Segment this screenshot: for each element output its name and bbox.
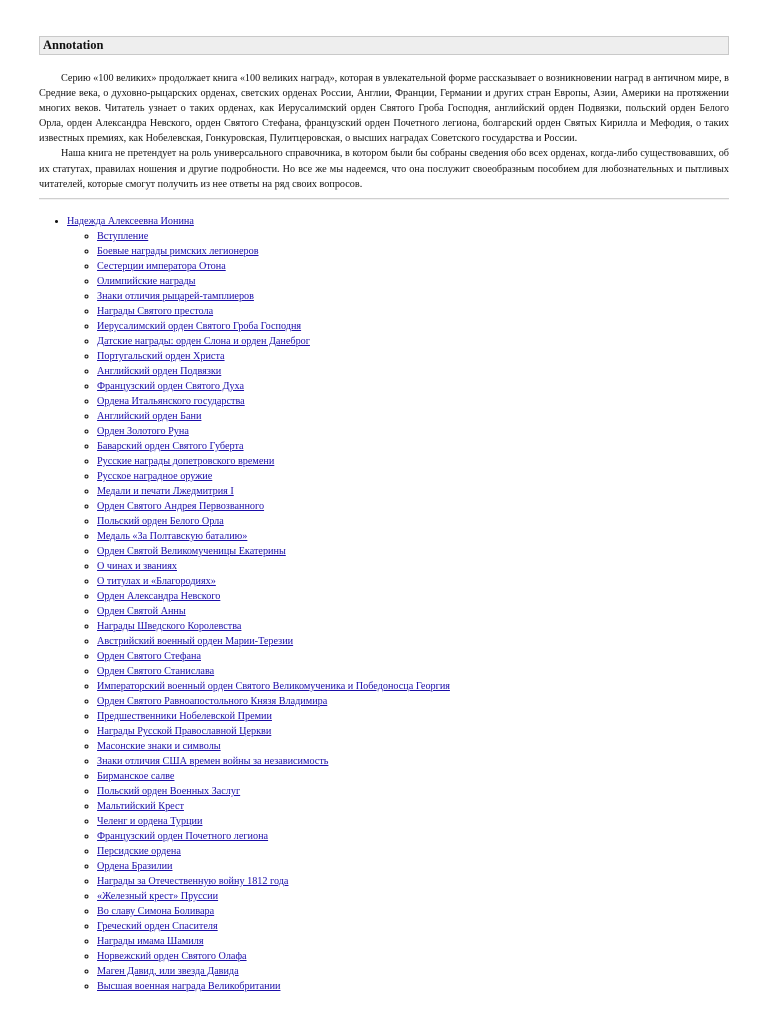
toc-chapter-link[interactable]: Во славу Симона Боливара [97,905,215,917]
toc-author-link[interactable]: Надежда Алексеевна Ионина [67,215,194,227]
toc-chapter-item [97,544,729,559]
toc-chapter-link[interactable]: Орден Святого Стефана [97,650,202,662]
divider [39,198,729,200]
toc-chapter-link[interactable]: Знаки отличия США времен войны за независимость [97,755,329,767]
toc-chapter-item [97,844,729,859]
toc-chapter-item [97,574,729,589]
toc-chapter-link[interactable]: Греческий орден Спасителя [97,920,218,932]
toc-chapter-link[interactable]: Медали и печати Лжедмитрия I [97,485,234,497]
toc-chapter-link[interactable]: Португальский орден Христа [97,350,225,362]
toc-chapter-link[interactable]: Масонские знаки и символы [97,740,221,752]
toc-chapter-item [97,484,729,499]
toc-chapter-link[interactable]: Мальтийский Крест [97,800,184,812]
toc-chapter-item [97,514,729,529]
toc-author-item [67,214,729,994]
toc-chapter-item [97,394,729,409]
toc-chapter-link[interactable]: Польский орден Белого Орла [97,515,224,527]
toc-chapter-item [97,874,729,889]
toc-chapter-item [97,379,729,394]
toc-chapter-link[interactable]: Награды Шведского Королевства [97,620,242,632]
toc-chapter-link[interactable]: Императорский военный орден Святого Великомученика и Победоносца Георгия [97,680,450,692]
toc-chapter-item [97,784,729,799]
table-of-contents [39,214,729,994]
annotation-title: Annotation [39,36,729,55]
toc-chapter-link[interactable]: Олимпийские награды [97,275,196,287]
toc-chapter-item [97,829,729,844]
toc-chapter-item [97,604,729,619]
toc-chapter-link[interactable]: Награды Русской Православной Церкви [97,725,272,737]
toc-chapter-link[interactable]: Ордена Итальянского государства [97,395,245,407]
toc-chapter-link[interactable]: Орден Золотого Руна [97,425,189,437]
toc-chapter-item [97,664,729,679]
toc-chapter-link[interactable]: О чинах и званиях [97,560,177,572]
toc-chapter-item [97,409,729,424]
toc-chapter-link[interactable]: Маген Давид, или звезда Давида [97,965,239,977]
toc-chapter-link[interactable]: Орден Святой Анны [97,605,186,617]
toc-chapter-item [97,904,729,919]
toc-chapter-link[interactable]: «Железный крест» Пруссии [97,890,219,902]
annotation-body [39,71,729,192]
toc-chapter-link[interactable]: Датские награды: орден Слона и орден Данеброг [97,335,310,347]
toc-chapter-item [97,919,729,934]
toc-chapter-link[interactable]: Боевые награды римских легионеров [97,245,259,257]
toc-chapter-link[interactable]: Орден Святого Андрея Первозванного [97,500,265,512]
annotation-paragraph: Наша книга не претендует на роль универсального справочника, в котором были бы собраны сведения обо всех орденах, когда-либо существовавших, об их статутах, правилах ношения и другие подробности. Но все же мы надеемся, что она послужит своеобразным пособием для любознательных и пытливых читателей, которые смогут получить из нее ответы на ряд своих вопросов. [39,148,729,190]
toc-chapter-item [97,619,729,634]
toc-chapter-link[interactable]: Русские награды допетровского времени [97,455,275,467]
toc-chapter-link[interactable]: Орден Александра Невского [97,590,221,602]
toc-chapter-item [97,859,729,874]
toc-chapter-item [97,289,729,304]
toc-chapter-item [97,364,729,379]
toc-chapter-link[interactable]: Награды за Отечественную войну 1812 года [97,875,289,887]
toc-chapter-item [97,559,729,574]
toc-chapter-item [97,469,729,484]
toc-chapter-link[interactable]: Награды Святого престола [97,305,214,317]
toc-chapter-item [97,694,729,709]
toc-chapter-link[interactable]: Английский орден Бани [97,410,202,422]
toc-chapter-link[interactable]: Польский орден Военных Заслуг [97,785,241,797]
toc-chapter-link[interactable]: Награды имама Шамиля [97,935,204,947]
toc-chapter-link[interactable]: Знаки отличия рыцарей-тамплиеров [97,290,254,302]
toc-chapter-link[interactable]: Французский орден Почетного легиона [97,830,269,842]
toc-chapter-link[interactable]: Русское наградное оружие [97,470,213,482]
toc-chapter-item [97,739,729,754]
toc-chapter-item [97,439,729,454]
toc-chapter-item [97,709,729,724]
toc-chapter-link[interactable]: О титулах и «Благородиях» [97,575,216,587]
toc-chapter-link[interactable]: Австрийский военный орден Марии-Терезии [97,635,294,647]
toc-chapter-link[interactable]: Орден Святого Станислава [97,665,215,677]
chapter-list [67,229,729,994]
toc-chapter-link[interactable]: Орден Святой Великомученицы Екатерины [97,545,286,557]
toc-chapter-item [97,349,729,364]
toc-chapter-item [97,529,729,544]
toc-chapter-link[interactable]: Персидские ордена [97,845,181,857]
toc-chapter-item [97,679,729,694]
toc-chapter-link[interactable]: Бирманское салве [97,770,175,782]
toc-chapter-link[interactable]: Английский орден Подвязки [97,365,222,377]
toc-chapter-link[interactable]: Высшая военная награда Великобритании [97,980,281,992]
toc-chapter-item [97,769,729,784]
toc-chapter-item [97,889,729,904]
toc-chapter-item [97,979,729,994]
document-page [39,36,729,994]
annotation-paragraph: Серию «100 великих» продолжает книга «100 великих наград», которая в увлекательной форме рассказывает о возникновении наград в античном мире, в Средние века, о духовно-рыцарских орденах, светских орденах России, Англии, Франции, Германии и других стран Европы, Азии, Америки на протяжении многих веков. Читатель узнает о таких орденах, как Иерусалимский орден Святого Гроба Господня, английский орден Подвязки, польский орден Белого Орла, орден Александра Невского, орден Святого Стефана, французский орден Почетного легиона, болгарский орден Святых Кирилла и Мефодия, о таких известных премиях, как Нобелевская, Гонкуровская, Пулитцеровская, о высших наградах Советского государства и России. [39,73,729,145]
toc-chapter-item [97,229,729,244]
toc-chapter-item [97,754,729,769]
toc-chapter-item [97,319,729,334]
toc-chapter-item [97,964,729,979]
toc-chapter-item [97,949,729,964]
toc-chapter-item [97,649,729,664]
toc-chapter-item [97,724,729,739]
toc-chapter-link[interactable]: Сестерции императора Отона [97,260,226,272]
toc-chapter-link[interactable]: Челенг и ордена Турции [97,815,203,827]
toc-chapter-link[interactable]: Орден Святого Равноапостольного Князя Владимира [97,695,328,707]
toc-chapter-item [97,334,729,349]
toc-chapter-item [97,259,729,274]
toc-chapter-item [97,814,729,829]
toc-chapter-link[interactable]: Предшественники Нобелевской Премии [97,710,272,722]
toc-chapter-item [97,424,729,439]
toc-chapter-link[interactable]: Иерусалимский орден Святого Гроба Господня [97,320,302,332]
toc-chapter-link[interactable]: Норвежский орден Святого Олафа [97,950,247,962]
toc-chapter-link[interactable]: Ордена Бразилии [97,860,173,872]
toc-chapter-item [97,589,729,604]
toc-chapter-item [97,454,729,469]
toc-chapter-item [97,274,729,289]
toc-chapter-item [97,499,729,514]
toc-chapter-item [97,304,729,319]
toc-chapter-link[interactable]: Вступление [97,230,149,242]
toc-chapter-item [97,634,729,649]
toc-chapter-item [97,934,729,949]
toc-chapter-item [97,799,729,814]
toc-chapter-link[interactable]: Медаль «За Полтавскую баталию» [97,530,248,542]
toc-chapter-link[interactable]: Баварский орден Святого Губерта [97,440,244,452]
toc-chapter-item [97,244,729,259]
toc-chapter-link[interactable]: Французский орден Святого Духа [97,380,245,392]
